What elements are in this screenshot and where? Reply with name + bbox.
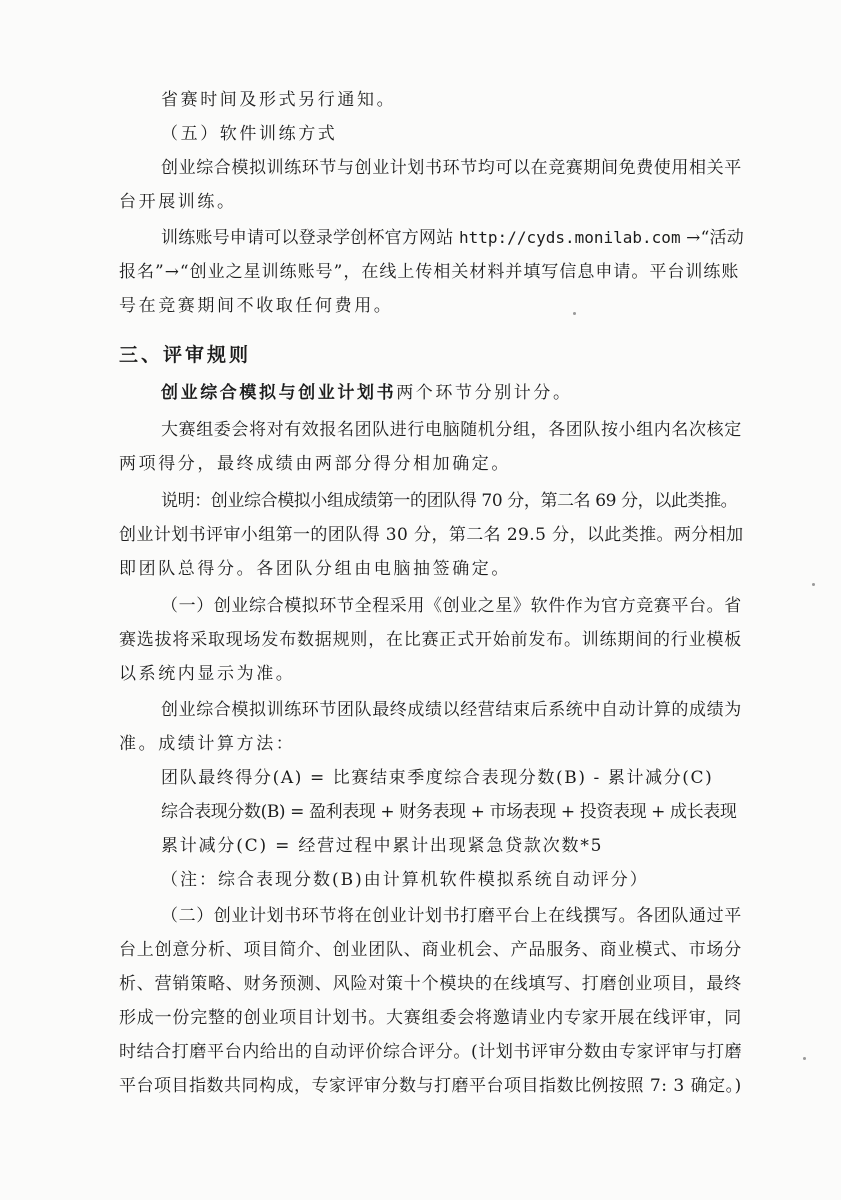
section-subheading: （五）软件训练方式 <box>161 124 338 144</box>
paragraph-line: 创业计划书评审小组第一的团队得 30 分，第二名 29.5 分，以此类推。两分相加 <box>119 525 744 545</box>
paragraph-line: 析、营销策略、财务预测、风险对策十个模块的在线填写、打磨创业项目，最终 <box>119 974 742 994</box>
formula-line: 综合表现分数(B) = 盈利表现 + 财务表现 + 市场表现 + 投资表现 + 成长表现 <box>161 802 737 822</box>
paragraph-line: 号在竞赛期间不收取任何费用。 <box>119 296 394 316</box>
paragraph-line: 省赛时间及形式另行通知。 <box>161 90 397 110</box>
section-heading: 三、评审规则 <box>119 344 252 366</box>
paragraph-line: 报名”→“创业之星训练账号”，在线上传相关材料并填写信息申请。平台训练账 <box>119 262 740 282</box>
text-span: →“活动 <box>680 228 744 248</box>
paragraph-line: （二）创业计划书环节将在创业计划书打磨平台上在线撰写。各团队通过平 <box>161 906 742 926</box>
paragraph-line: 大赛组委会将对有效报名团队进行电脑随机分组，各团队按小组内名次核定 <box>161 420 742 440</box>
scan-speck <box>573 312 576 315</box>
paragraph-line: 即团队总得分。各团队分组由电脑抽签确定。 <box>119 559 511 579</box>
paragraph-line: 台上创意分析、项目简介、创业团队、商业机会、产品服务、商业模式、市场分 <box>119 940 742 960</box>
paragraph-line: 平台项目指数共同构成，专家评审分数与打磨平台项目指数比例按照 7: 3 确定。) <box>119 1076 742 1096</box>
paragraph-line: 时结合打磨平台内给出的自动评价综合评分。(计划书评审分数由专家评审与打磨 <box>119 1042 743 1062</box>
paragraph-line: 准。成绩计算方法： <box>119 734 296 754</box>
note-line: （注：综合表现分数(B)由计算机软件模拟系统自动评分） <box>161 870 649 890</box>
paragraph-line: 台开展训练。 <box>119 192 237 212</box>
paragraph-line: 创业综合模拟训练环节团队最终成绩以经营结束后系统中自动计算的成绩为 <box>161 700 742 720</box>
paragraph-line: 两项得分，最终成绩由两部分得分相加确定。 <box>119 454 511 474</box>
paragraph-line <box>161 226 744 250</box>
paragraph-line: 说明：创业综合模拟小组成绩第一的团队得 70 分，第二名 69 分，以此类推。 <box>161 491 738 511</box>
formula-line: 累计减分(C) = 经营过程中累计出现紧急贷款次数*5 <box>161 836 604 856</box>
bold-text: 创业综合模拟与创业计划书 <box>161 383 397 403</box>
scan-speck <box>812 583 815 586</box>
paragraph-line: 赛选拔将采取现场发布数据规则，在比赛正式开始前发布。训练期间的行业模板 <box>119 630 742 650</box>
paragraph-line <box>161 381 573 405</box>
paragraph-line: （一）创业综合模拟环节全程采用《创业之星》软件作为官方竞赛平台。省 <box>161 596 742 616</box>
website-url: http://cyds.monilab.com <box>459 228 681 247</box>
text-span: 训练账号申请可以登录学创杯官方网站 <box>161 228 460 248</box>
paragraph-line: 形成一份完整的创业项目计划书。大赛组委会将邀请业内专家开展在线评审，同 <box>119 1008 742 1028</box>
paragraph-line: 以系统内显示为准。 <box>119 664 296 684</box>
formula-line: 团队最终得分(A) = 比赛结束季度综合表现分数(B) - 累计减分(C) <box>161 768 714 788</box>
paragraph-line: 创业综合模拟训练环节与创业计划书环节均可以在竞赛期间免费使用相关平 <box>161 158 742 178</box>
scan-speck <box>803 1057 806 1060</box>
text-span: 两个环节分别计分。 <box>396 383 573 403</box>
